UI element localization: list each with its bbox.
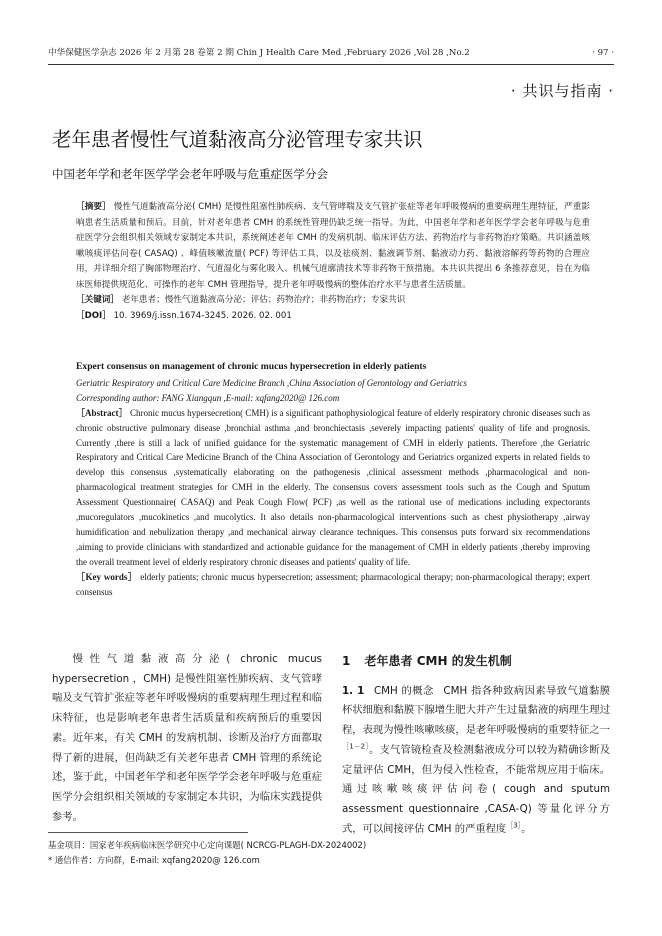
page-number: · 97 ·	[592, 48, 614, 58]
section-heading	[342, 652, 610, 672]
english-abstract	[76, 360, 590, 600]
citation-3[interactable]: ［3］	[506, 821, 522, 830]
running-header	[48, 46, 614, 60]
journal-citation: 中华保健医学杂志 2026 年 2 月第 28 卷第 2 期 Chin J Health Care Med ,February 2026 ,Vol 28 ,No.2	[48, 48, 470, 58]
footnote-rule	[48, 832, 248, 833]
english-abstract-text: Chronic mucus hypersecretion( CMH) is a significant pathophysiological feature of elderly respiratory chronic diseases such as chronic obstructive pulmonary disease ,bronchial asthma ,and bronchiectasis ,severely impacting patients' quality of life and prognosis. Currently ,there is still a lack of unified guidance for the systematic management of CMH in elderly patients. Therefore ,the Geriatric Respiratory and Critical Care Medicine Branch of the China Association of Gerontology and Geriatrics organized experts in related fields to develop this consensus ,systematically elaborating on the pathogenesis ,clinical assessment methods ,pharmacological and non-pharmacological treatment strategies for CMH in the elderly. The consensus covers assessment tools such as the Cough and Sputum Assessment Questionnaire( CASAQ) and Peak Cough Flow( PCF) ,as well as the rational use of medications including expectorants ,mucoregulators ,mucokinetics ,and mucolytics. It also details non-pharmacological interventions such as chest physiotherapy ,airway humidification and nebulization therapy ,and mechanical airway clearance techniques. This consensus puts forward six recommendations ,aiming to provide clinicians with standardized and actionable guidance for the management of CMH in elderly patients ,thereby improving the overall treatment level of elderly respiratory chronic diseases and patients' quality of life.	[76, 407, 590, 567]
column-label: · 共识与指南 ·	[510, 82, 614, 100]
subsection-text-c: 。	[521, 822, 532, 835]
doi-label: ［DOI］	[76, 310, 111, 321]
doi-line	[76, 309, 590, 325]
chinese-abstract	[76, 200, 590, 324]
doi-link[interactable]: 10. 3969/j.issn.1674-3245. 2026. 02. 001	[113, 310, 292, 321]
subsection-text-a: CMH 指各种致病因素导致气道黏膜杯状细胞和黏膜下腺增生肥大并产生过量黏液的病理生理过程，表现为慢性咳嗽咳痰，是老年呼吸慢病的重要特征之一	[342, 684, 611, 737]
english-corresponding: Corresponding author: FANG Xiangqun ,E-mail: xqfang2020@ 126.com	[76, 392, 340, 403]
english-abstract-label: ［Abstract］	[76, 407, 128, 418]
english-keywords-label: ［Key words］	[76, 571, 138, 582]
keywords-cn	[76, 293, 590, 309]
header-rule	[48, 64, 614, 65]
footnote-fund: 基金项目：国家老年疾病临床医学研究中心定向课题( NCRCG-PLAGH-DX-2024002)	[48, 840, 367, 850]
footnote-corresponding: * 通信作者：方向群，E-mail: xqfang2020@ 126.com	[48, 855, 260, 865]
subsection-paragraph	[342, 682, 610, 840]
english-affiliation: Geriatric Respiratory and Critical Care Medicine Branch ,China Association of Gerontology and Geriatrics	[76, 377, 467, 388]
body-column-right	[342, 652, 610, 839]
english-title: Expert consensus on management of chronic mucus hypersecretion in elderly patients	[76, 361, 427, 372]
section-number: 1	[342, 654, 351, 668]
article-author: 中国老年学和老年医学学会老年呼吸与危重症医学分会	[52, 167, 328, 181]
subsection-number: 1. 1	[342, 684, 365, 697]
section-title: 老年患者 CMH 的发生机制	[364, 654, 512, 668]
subsection-title: CMH 的概念	[373, 684, 434, 697]
abstract-cn-paragraph	[76, 200, 590, 293]
keywords-cn-label: ［关键词］	[76, 295, 119, 305]
article-title: 老年患者慢性气道黏液高分泌管理专家共识	[52, 128, 423, 151]
keywords-cn-text: 老年患者；慢性气道黏液高分泌；评估；药物治疗；非药物治疗；专家共识	[121, 295, 406, 305]
abstract-cn-label: ［摘要］	[76, 202, 111, 212]
footnotes	[48, 838, 608, 868]
body-column-left	[52, 650, 322, 827]
intro-paragraph: 慢性气道黏液高分泌( chronic mucus hypersecretion ，CMH) 是慢性阻塞性肺疾病、支气管哮喘及支气管扩张症等老年呼吸慢病的重要病理生理过程和临床特征，也是影响老年患者生活质量和疾病预后的重要因素。近年来，有关 CMH 的发病机制、诊断及治疗方面都取得了新的进展，但尚缺乏有关老年患者 CMH 管理的系统论述，鉴于此，中国老年学和老年医学学会老年呼吸与危重症医学分会组织相关领域的专家制定本共识，为临床实践提供参考。	[52, 653, 322, 823]
abstract-cn-text: 慢性气道黏液高分泌( CMH) 是慢性阻塞性肺疾病、支气管哮喘及支气管扩张症等老年呼吸慢病的重要病理生理特征，严重影响患者生活质量和预后。目前，针对老年患者 CMH 的系统性管理仍缺乏统一指导。为此，中国老年学和老年医学学会老年呼吸与危重症医学分会组织相关领域专家制定本共识，系统阐述老年 CMH 的发病机制、临床评估方法、药物治疗与非药物治疗策略。共识涵盖咳嗽咳痰评估问卷( CASAQ) 、峰值咳嗽流量( PCF) 等评估工具，以及祛痰剂、黏液调节剂、黏液动力药、黏液溶解药等药物的合理应用，并详细介绍了胸部物理治疗、气道湿化与雾化吸入、机械气道廓清技术等非药物干预措施。本共识共提出 6 条推荐意见，旨在为临床医师提供规范化、可操作的老年 CMH 管理指导，提升老年呼吸慢病的整体治疗水平与患者生活质量。	[76, 202, 590, 290]
english-keywords-text: elderly patients; chronic mucus hypersecretion; assessment; pharmacological therapy; non-pharmacological therapy; expert consensus	[76, 571, 591, 597]
english-keywords	[76, 570, 590, 600]
subsection-text-b: 。支气管镜检查及检测黏液成分可以较为精确诊断及定量评估 CMH，但为侵入性检查，不能常规应用于临床。通过咳嗽咳痰评估问卷( cough and sputum assessment questionnaire ,CASA-Q) 等量化评分方式，可以间接评估 CMH 的严重程度	[342, 743, 610, 835]
citation-1-2[interactable]: ［1－2］	[342, 742, 369, 751]
english-abstract-paragraph	[76, 406, 590, 570]
